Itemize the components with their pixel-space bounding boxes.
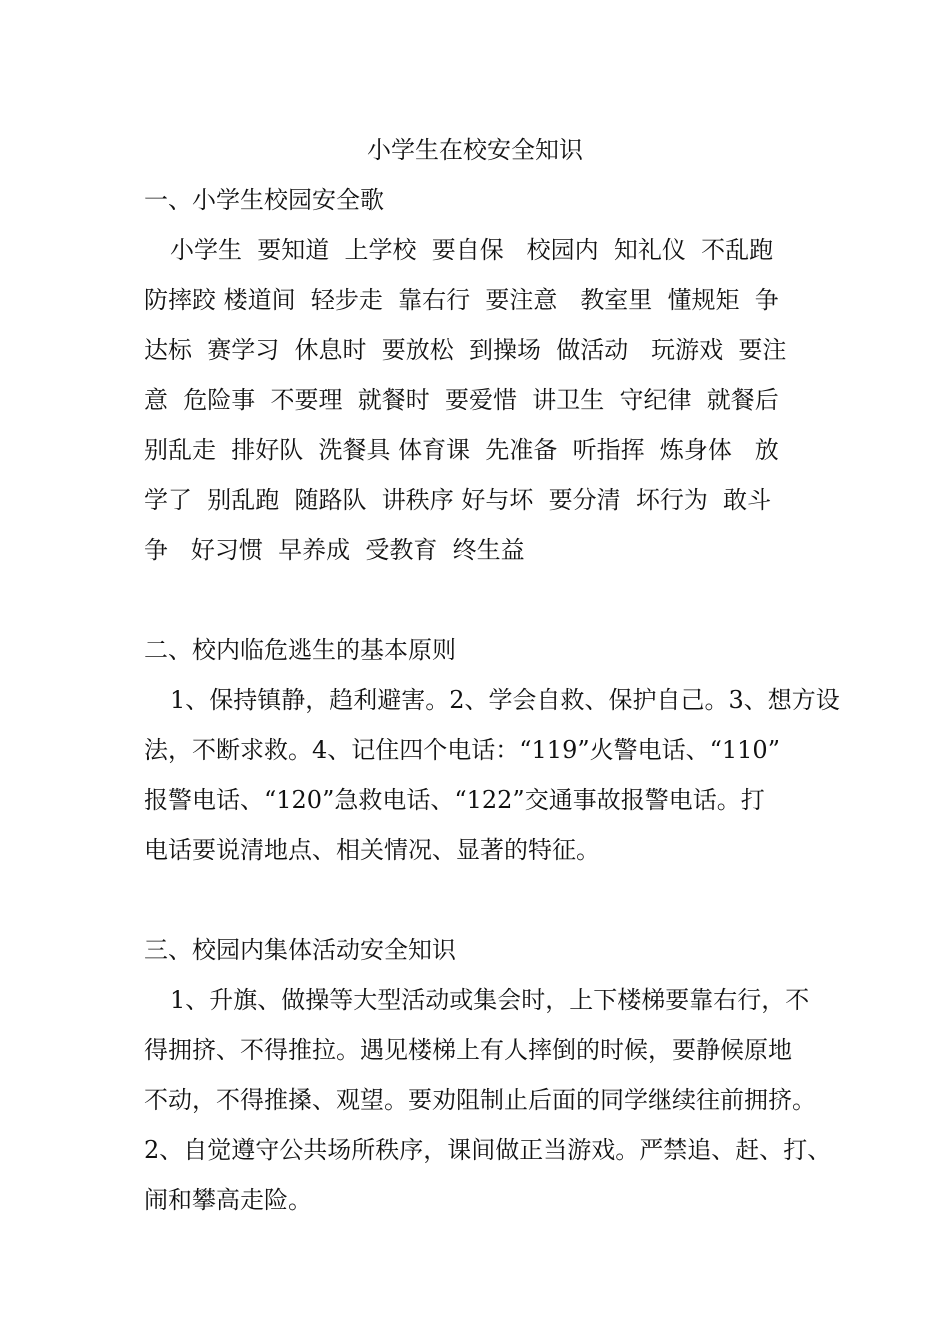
section-heading-2: 二、校内临危逃生的基本原则 [144,636,456,664]
song-line-4: 意 危险事 不要理 就餐时 要爱惜 讲卫生 守纪律 就餐后 [144,386,779,414]
section-heading-1: 一、小学生校园安全歌 [144,186,384,214]
escape-line-1: 1、保持镇静，趋利避害。2、学会自救、保护自己。3、想方设 [170,686,840,714]
escape-line-2: 法，不断求救。4、记住四个电话：“119”火警电话、“110” [144,736,780,764]
song-line-5: 别乱走 排好队 洗餐具 体育课 先准备 听指挥 炼身体 放 [144,436,779,464]
song-line-2: 防摔跤 楼道间 轻步走 靠右行 要注意 教室里 懂规矩 争 [144,286,779,314]
section-heading-3: 三、校园内集体活动安全知识 [144,936,456,964]
song-line-7: 争 好习惯 早养成 受教育 终生益 [144,536,525,564]
escape-line-4: 电话要说清地点、相关情况、显著的特征。 [144,836,600,864]
song-line-3: 达标 赛学习 休息时 要放松 到操场 做活动 玩游戏 要注 [144,336,787,364]
song-line-6: 学了 别乱跑 随路队 讲秩序 好与坏 要分清 坏行为 敢斗 [144,486,772,514]
activity-line-1: 1、升旗、做操等大型活动或集会时，上下楼梯要靠右行，不 [170,986,810,1014]
activity-line-5: 闹和攀高走险。 [144,1186,312,1214]
escape-line-3: 报警电话、“120”急救电话、“122”交通事故报警电话。打 [144,786,765,814]
song-line-1: 小学生 要知道 上学校 要自保 校园内 知礼仪 不乱跑 [170,236,774,264]
activity-line-4: 2、自觉遵守公共场所秩序，课间做正当游戏。严禁追、赶、打、 [144,1136,832,1164]
activity-line-2: 得拥挤、不得推拉。遇见楼梯上有人摔倒的时候，要静候原地 [144,1036,792,1064]
activity-line-3: 不动，不得推搡、观望。要劝阻制止后面的同学继续往前拥挤。 [144,1086,816,1114]
document-title: 小学生在校安全知识 [367,136,583,164]
